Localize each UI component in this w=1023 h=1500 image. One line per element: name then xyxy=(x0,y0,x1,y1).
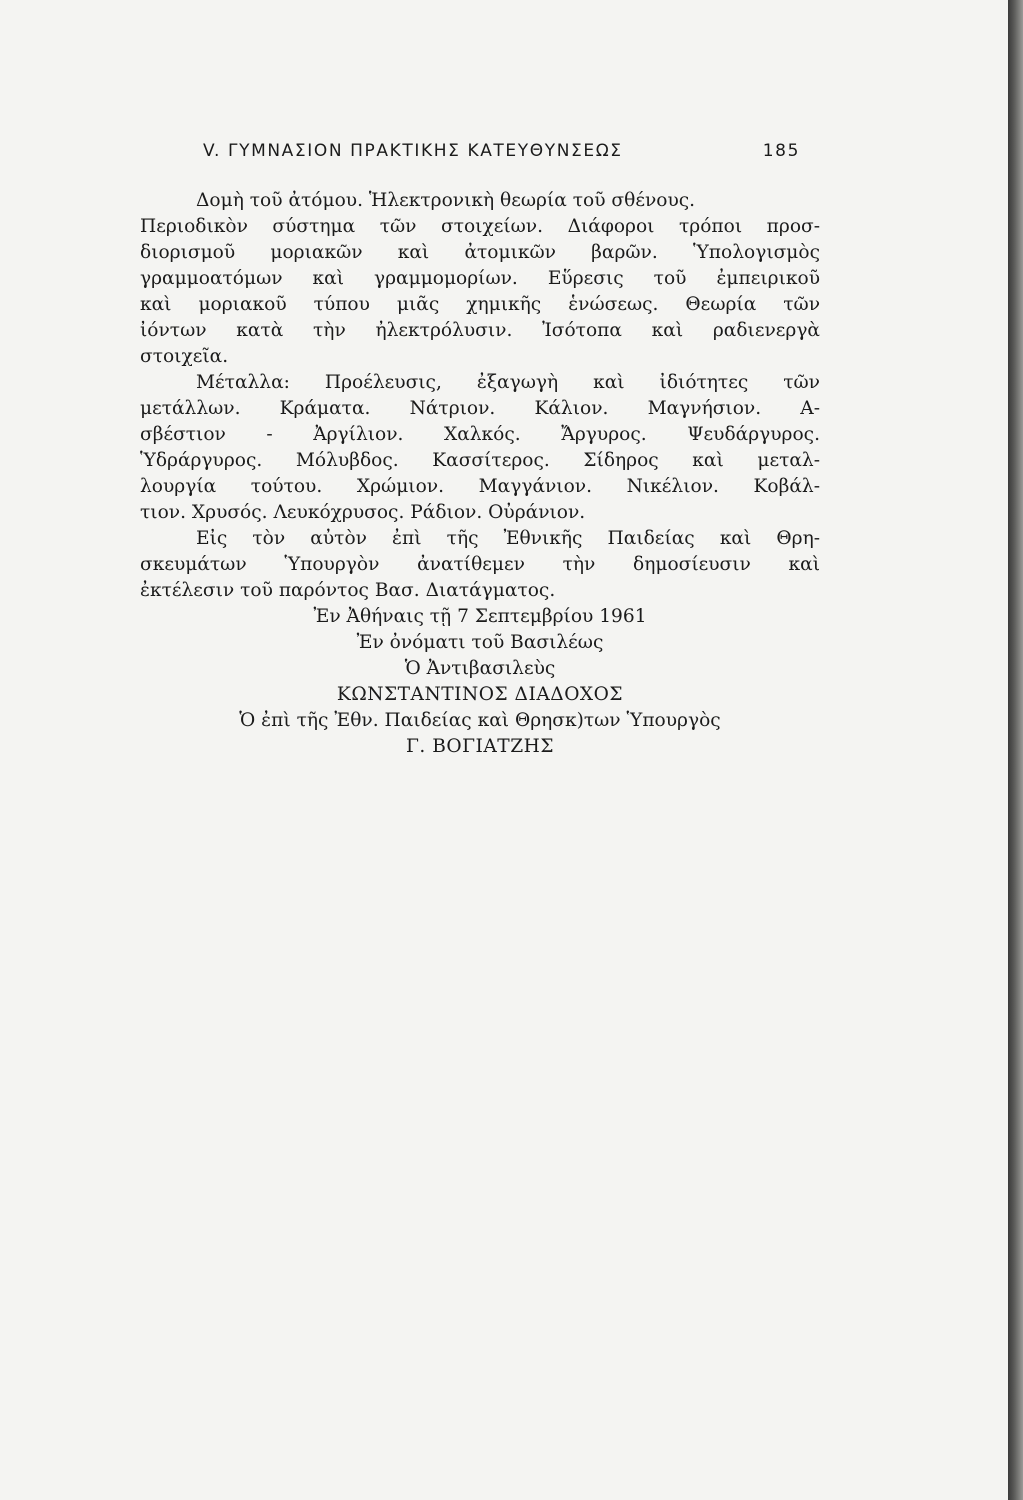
text-line: διορισμοῦ μοριακῶν καὶ ἀτομικῶν βαρῶν. Ὑπολογισμὸς xyxy=(140,242,820,263)
text-line: Μέταλλα: Προέλευσις, ἐξαγωγὴ καὶ ἰδιότητες τῶν xyxy=(196,372,820,393)
chapter-title: V. ΓΥΜΝΑΣΙΟΝ ΠΡΑΚΤΙΚΗΣ ΚΑΤΕΥΘΥΝΣΕΩΣ xyxy=(203,141,623,161)
text-line: ἰόντων κατὰ τὴν ἠλεκτρόλυσιν. Ἰσότοπα καὶ ραδιενεργὰ xyxy=(140,320,820,341)
regent-title: Ὁ Ἀντιβασιλεὺς xyxy=(404,658,556,679)
page-number: 185 xyxy=(762,141,800,161)
minister-name: Γ. ΒΟΓΙΑΤΖΗΣ xyxy=(406,736,554,757)
body-text xyxy=(140,188,820,760)
text-line: μετάλλων. Κράματα. Νάτριον. Κάλιον. Μαγνήσιον. Α- xyxy=(140,398,820,419)
text-line: στοιχεῖα. xyxy=(140,346,229,367)
text-line: σκευμάτων Ὑπουργὸν ἀνατίθεμεν τὴν δημοσίευσιν καὶ xyxy=(140,554,820,575)
text-line: καὶ μοριακοῦ τύπου μιᾶς χημικῆς ἑνώσεως. Θεωρία τῶν xyxy=(140,294,820,315)
text-line: Περιοδικὸν σύστημα τῶν στοιχείων. Διάφοροι τρόποι προσ- xyxy=(140,216,820,237)
text-line: Ὑδράργυρος. Μόλυβδος. Κασσίτερος. Σίδηρος καὶ μεταλ- xyxy=(140,450,820,471)
text-line: γραμμοατόμων καὶ γραμμομορίων. Εὕρεσις τοῦ ἐμπειρικοῦ xyxy=(140,268,820,289)
page-edge-shadow xyxy=(1008,0,1023,1500)
text-line: τιον. Χρυσός. Λευκόχρυσος. Ράδιον. Οὐράνιον. xyxy=(140,502,586,523)
text-line: λουργία τούτου. Χρώμιον. Μαγγάνιον. Νικέλιον. Κοβάλ- xyxy=(140,476,820,497)
text-line: Δομὴ τοῦ ἀτόμου. Ἡλεκτρονικὴ θεωρία τοῦ σθένους. xyxy=(196,190,696,211)
text-line: σβέστιον - Ἀργίλιον. Χαλκός. Ἄργυρος. Ψευδάργυρος. xyxy=(140,424,820,445)
text-line: ἐκτέλεσιν τοῦ παρόντος Βασ. Διατάγματος. xyxy=(140,580,556,601)
text-line: Εἰς τὸν αὐτὸν ἐπὶ τῆς Ἐθνικῆς Παιδείας καὶ Θρη- xyxy=(196,528,820,549)
minister-title: Ὁ ἐπὶ τῆς Ἐθν. Παιδείας καὶ Θρησκ)των Ὑπουργὸς xyxy=(239,710,721,731)
signature-in-name: Ἐν ὀνόματι τοῦ Βασιλέως xyxy=(356,632,604,653)
running-header xyxy=(203,141,800,161)
signature-date-line: Ἐν Ἀθήναις τῇ 7 Σεπτεμβρίου 1961 xyxy=(313,606,647,627)
regent-name: ΚΩΝΣΤΑΝΤΙΝΟΣ ΔΙΑΔΟΧΟΣ xyxy=(336,684,624,705)
